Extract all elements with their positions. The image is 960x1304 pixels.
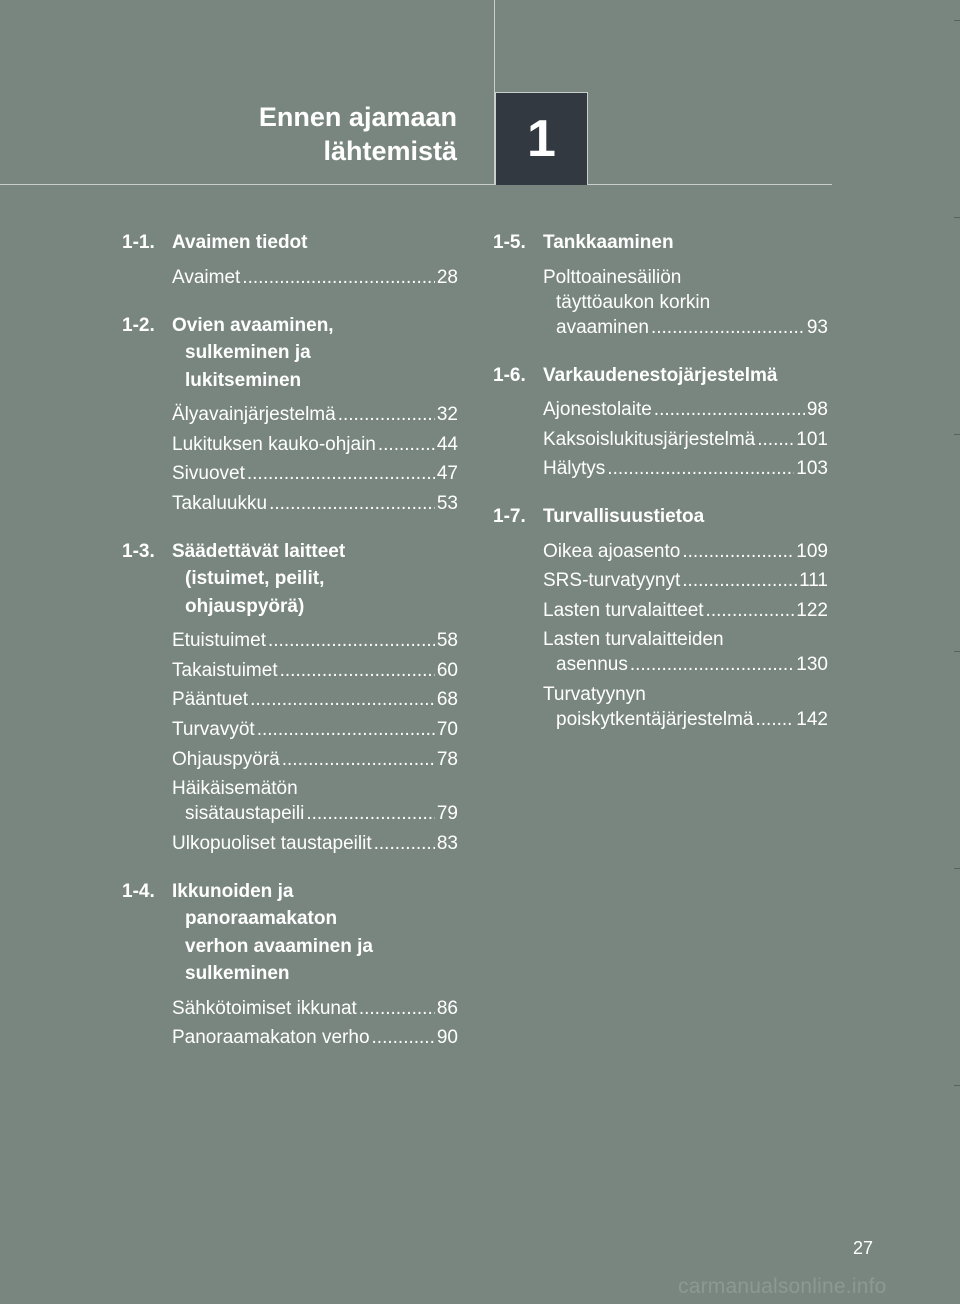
- entry-page-number: 32: [436, 404, 458, 425]
- dot-leader: [374, 831, 435, 856]
- section-heading: [122, 229, 458, 257]
- crop-mark: [954, 868, 960, 869]
- entry-last-line: [172, 491, 458, 516]
- entry-last-line: [543, 707, 828, 732]
- section-heading: [493, 503, 828, 531]
- entry-last-line: [543, 427, 828, 452]
- entry-text: Sivuovet: [172, 463, 245, 485]
- entry-text: Älyavainjärjestelmä: [172, 404, 336, 425]
- crop-mark: [954, 434, 960, 435]
- section-title-line: Avaimen tiedot: [172, 232, 308, 253]
- entry-page-number: 83: [436, 832, 458, 854]
- entry-text-line: Häikäisemätön: [172, 778, 298, 800]
- toc-entry-link[interactable]: [172, 432, 458, 457]
- entry-page-number: 68: [436, 689, 458, 711]
- toc-entries: [172, 265, 458, 290]
- dot-leader: [282, 747, 435, 772]
- toc-entry-link[interactable]: [172, 717, 458, 742]
- toc-entry-link[interactable]: [172, 628, 458, 653]
- chapter-title-line: lähtemistä: [323, 136, 457, 166]
- dot-leader: [378, 432, 435, 457]
- entry-text: sisätaustapeili: [185, 803, 305, 825]
- dot-leader: [306, 801, 435, 826]
- entry-page-number: 111: [799, 570, 828, 592]
- entry-last-line: [543, 598, 828, 623]
- entry-text: Pääntuet: [172, 689, 249, 711]
- entry-last-line: [172, 461, 458, 486]
- toc-entries: [543, 265, 828, 340]
- entry-last-line: [543, 315, 828, 340]
- section-number: 1-5.: [493, 232, 526, 253]
- toc-entries: [543, 539, 828, 732]
- entry-last-line: [172, 265, 458, 290]
- section-number: 1-7.: [493, 506, 526, 528]
- section-heading: [122, 312, 458, 395]
- toc-section: [493, 229, 828, 340]
- toc-entry-link[interactable]: [543, 397, 828, 422]
- toc-entries: [172, 628, 458, 856]
- entry-last-line: [543, 397, 828, 422]
- entry-last-line: [172, 717, 458, 742]
- entry-page-number: 98: [806, 399, 828, 420]
- toc-section: [122, 878, 458, 1051]
- entry-page-number: 78: [436, 748, 458, 770]
- entry-last-line: [543, 652, 828, 677]
- section-title-line: verhon avaaminen ja: [185, 935, 373, 957]
- section-title-line: Turvallisuustietoa: [543, 506, 705, 528]
- entry-last-line: [172, 687, 458, 712]
- toc-entry-link[interactable]: [172, 747, 458, 772]
- toc-entry-link[interactable]: [172, 491, 458, 516]
- dot-leader: [280, 658, 435, 683]
- section-title: [172, 538, 345, 621]
- toc-entry-link[interactable]: [172, 831, 458, 856]
- dot-leader: [682, 568, 797, 593]
- toc-entry-link[interactable]: [172, 658, 458, 683]
- dot-leader: [607, 456, 794, 481]
- entry-last-line: [172, 628, 458, 653]
- section-title: [543, 503, 704, 531]
- section-number: 1-4.: [122, 880, 155, 902]
- entry-text: avaaminen: [556, 316, 649, 338]
- entry-text: Kaksoislukitusjärjestelmä: [543, 428, 756, 450]
- dot-leader: [269, 491, 435, 516]
- entry-last-line: [543, 456, 828, 481]
- toc-entry-link[interactable]: [543, 568, 828, 593]
- section-title-line: Varkaudenestojärjestelmä: [543, 364, 778, 386]
- entry-text: Etuistuimet: [172, 630, 266, 652]
- entry-text: Sähkötoimiset ikkunat: [172, 997, 357, 1019]
- entry-page-number: 28: [436, 266, 458, 288]
- toc-entries: [172, 402, 458, 516]
- section-number: 1-3.: [122, 540, 155, 562]
- entry-page-number: 70: [436, 719, 458, 741]
- section-title: [172, 312, 334, 395]
- section-heading: [122, 878, 458, 988]
- toc-section: [122, 312, 458, 516]
- entry-page-number: 47: [436, 463, 458, 485]
- toc-entry-link[interactable]: [543, 682, 828, 732]
- entry-page-number: 79: [436, 803, 458, 825]
- entry-text: Turvavyöt: [172, 719, 255, 741]
- toc-entry-link[interactable]: [543, 598, 828, 623]
- dot-leader: [359, 996, 435, 1021]
- toc-entry-link[interactable]: [543, 265, 828, 340]
- dot-leader: [247, 461, 435, 486]
- entry-page-number: 58: [436, 630, 458, 652]
- dot-leader: [338, 402, 435, 427]
- chapter-number: 1: [527, 110, 556, 168]
- toc-entries: [543, 397, 828, 481]
- entry-text: SRS-turvatyynyt: [543, 570, 681, 592]
- entry-last-line: [172, 747, 458, 772]
- dot-leader: [242, 265, 435, 290]
- chapter-title-line: Ennen ajamaan: [258, 102, 457, 132]
- toc-column-left: [122, 229, 458, 1072]
- dot-leader: [250, 687, 435, 712]
- section-title-line: (istuimet, peilit,: [185, 568, 325, 590]
- entry-text: Takaluukku: [172, 492, 268, 514]
- entry-page-number: 53: [436, 492, 458, 514]
- section-number: 1-6.: [493, 364, 526, 386]
- toc-entry-link[interactable]: [172, 687, 458, 712]
- toc-section: [122, 229, 458, 290]
- section-number: 1-2.: [122, 314, 155, 336]
- dot-leader: [757, 427, 794, 452]
- toc-entry-link[interactable]: [543, 539, 828, 564]
- entry-text: Ajonestolaite: [543, 399, 652, 420]
- section-title: [543, 362, 777, 390]
- dot-leader: [651, 315, 805, 340]
- crop-mark: [954, 20, 960, 21]
- section-title-line: Tankkaaminen: [543, 232, 674, 253]
- toc-entry-link[interactable]: [543, 427, 828, 452]
- toc-entry-link[interactable]: [543, 627, 828, 677]
- entry-page-number: 86: [436, 997, 458, 1019]
- entry-text: Ulkopuoliset taustapeilit: [172, 832, 372, 854]
- toc-entry-link[interactable]: [172, 776, 458, 826]
- entry-last-line: [172, 801, 458, 826]
- dot-leader: [706, 598, 795, 623]
- entry-last-line: [543, 568, 828, 593]
- toc-entry-link[interactable]: [172, 1025, 458, 1050]
- dot-leader: [654, 397, 805, 422]
- entry-text: Panoraamakaton verho: [172, 1027, 370, 1049]
- section-title-line: panoraamakaton: [185, 908, 338, 930]
- entry-text: Lasten turvalaitteet: [543, 599, 704, 621]
- dot-leader: [372, 1025, 435, 1050]
- toc-entry-link[interactable]: [172, 402, 458, 427]
- toc-section: [493, 362, 828, 482]
- section-heading: [493, 229, 828, 257]
- toc-entry-link[interactable]: [172, 996, 458, 1021]
- toc-section: [122, 538, 458, 856]
- toc-entries: [172, 996, 458, 1051]
- section-title-line: Ikkunoiden ja: [172, 880, 294, 902]
- dot-leader: [257, 717, 435, 742]
- dot-leader: [268, 628, 435, 653]
- section-heading: [493, 362, 828, 390]
- page-number: 27: [853, 1238, 874, 1258]
- entry-text-line: Turvatyynyn: [543, 684, 646, 706]
- section-number: 1-1.: [122, 232, 155, 253]
- entry-text: Ohjauspyörä: [172, 748, 280, 770]
- entry-text-line: Polttoainesäiliön: [543, 266, 682, 288]
- toc-section: [493, 503, 828, 732]
- section-title-line: ohjauspyörä): [185, 595, 305, 617]
- dot-leader: [682, 539, 794, 564]
- entry-text: Hälytys: [543, 458, 606, 480]
- section-title-line: lukitseminen: [185, 369, 302, 391]
- entry-page-number: 90: [436, 1027, 458, 1049]
- crop-mark: [954, 1085, 960, 1086]
- section-heading: [122, 538, 458, 621]
- dot-leader: [755, 707, 794, 732]
- entry-last-line: [172, 831, 458, 856]
- entry-page-number: 109: [796, 540, 828, 562]
- dot-leader: [630, 652, 794, 677]
- section-title-line: sulkeminen ja: [185, 342, 311, 363]
- toc-entry-link[interactable]: [543, 456, 828, 481]
- entry-last-line: [172, 996, 458, 1021]
- entry-text: Lukituksen kauko-ohjain: [172, 433, 376, 455]
- header-horizontal-rule: [0, 184, 832, 185]
- crop-mark: [954, 217, 960, 218]
- section-title-line: Ovien avaaminen,: [172, 314, 334, 336]
- entry-last-line: [543, 539, 828, 564]
- toc-entry-link[interactable]: [172, 461, 458, 486]
- section-title-line: sulkeminen: [185, 963, 290, 985]
- chapter-number-tab: [495, 92, 588, 185]
- entry-page-number: 93: [806, 316, 828, 338]
- entry-text: Takaistuimet: [172, 659, 278, 681]
- chapter-title: [259, 100, 457, 168]
- toc-column-right: [493, 229, 828, 754]
- section-title-line: Säädettävät laitteet: [172, 540, 346, 562]
- entry-page-number: 122: [796, 599, 828, 621]
- entry-text-line: täyttöaukon korkin: [556, 291, 711, 313]
- section-title: [172, 229, 308, 257]
- entry-text: poiskytkentäjärjestelmä: [556, 709, 754, 731]
- section-title: [543, 229, 674, 257]
- section-title: [172, 878, 373, 988]
- watermark: carmanualsonline.info: [678, 1275, 887, 1298]
- entry-page-number: 142: [796, 709, 828, 731]
- entry-last-line: [172, 658, 458, 683]
- entry-page-number: 101: [796, 428, 828, 450]
- toc-entry-link[interactable]: [172, 265, 458, 290]
- entry-text: asennus: [556, 654, 628, 676]
- entry-last-line: [172, 1025, 458, 1050]
- entry-text-line: Lasten turvalaitteiden: [543, 629, 724, 651]
- entry-page-number: 103: [796, 458, 828, 480]
- entry-last-line: [172, 432, 458, 457]
- crop-mark: [954, 651, 960, 652]
- entry-page-number: 60: [436, 659, 458, 681]
- entry-text: Oikea ajoasento: [543, 540, 681, 562]
- entry-text: Avaimet: [172, 266, 241, 288]
- entry-page-number: 44: [436, 433, 458, 455]
- entry-page-number: 130: [796, 654, 828, 676]
- entry-last-line: [172, 402, 458, 427]
